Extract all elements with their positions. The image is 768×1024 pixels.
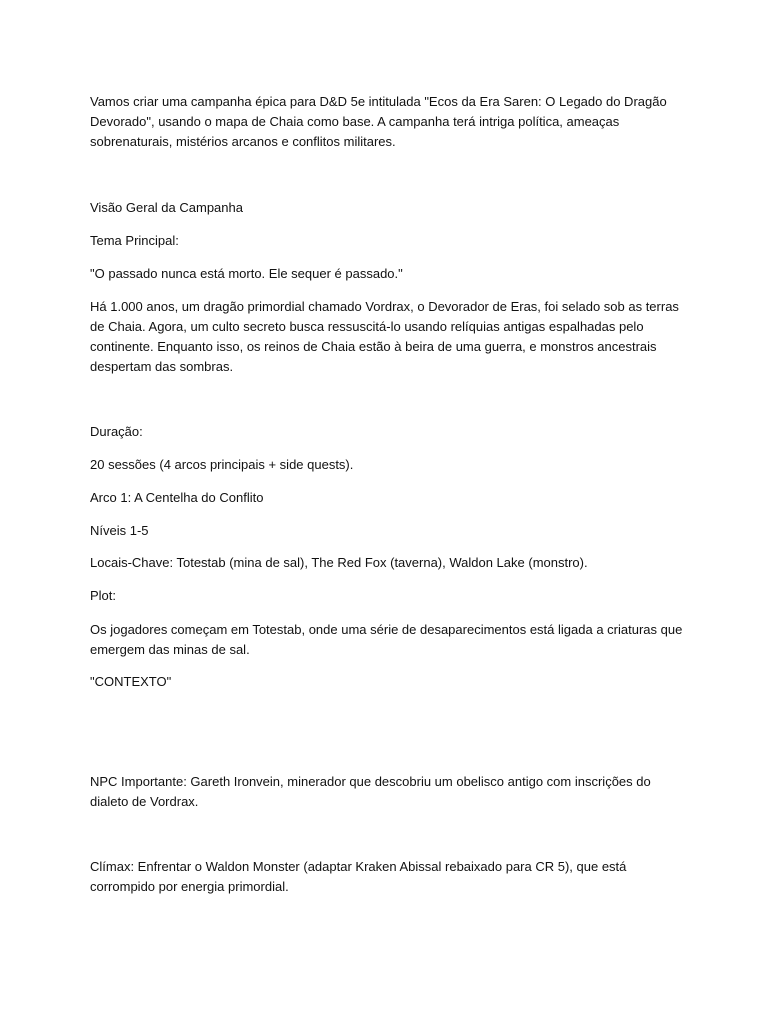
climax-paragraph: Clímax: Enfrentar o Waldon Monster (adaptar Kraken Abissal rebaixado para CR 5), que está corrompido por energia primordial.: [90, 859, 627, 894]
theme-label: Tema Principal:: [90, 233, 179, 248]
plot-paragraph: Os jogadores começam em Totestab, onde uma série de desaparecimentos está ligada a criaturas que emergem das minas de sal.: [90, 622, 683, 657]
arc1-levels: Níveis 1-5: [90, 523, 149, 538]
plot-label: Plot:: [90, 588, 117, 603]
intro-paragraph: Vamos criar uma campanha épica para D&D 5e intitulada "Ecos da Era Saren: O Legado do Dragão Devorado", usando o mapa de Chaia como base. A campanha terá intriga política, ameaças sobrenaturais, mistérios arcanos e conflitos militares.: [90, 94, 667, 149]
context-label: "CONTEXTO": [90, 674, 172, 689]
npc-paragraph: NPC Importante: Gareth Ironvein, minerador que descobriu um obelisco antigo com inscrições do dialeto de Vordrax.: [90, 774, 651, 809]
background-paragraph: Há 1.000 anos, um dragão primordial chamado Vordrax, o Devorador de Eras, foi selado sob as terras de Chaia. Agora, um culto secreto busca ressuscitá-lo usando relíquias antigas espalhadas pelo continente. Enquanto isso, os reinos de Chaia estão à beira de uma guerra, e monstros ancestrais despertam das sombras.: [90, 299, 679, 374]
duration-label: Duração:: [90, 424, 143, 439]
overview-heading: Visão Geral da Campanha: [90, 200, 243, 215]
duration-value: 20 sessões (4 arcos principais + side quests).: [90, 457, 354, 472]
arc1-key-locations: Locais-Chave: Totestab (mina de sal), The Red Fox (taverna), Waldon Lake (monstro).: [90, 555, 588, 570]
arc1-title: Arco 1: A Centelha do Conflito: [90, 490, 264, 505]
theme-quote: "O passado nunca está morto. Ele sequer é passado.": [90, 266, 403, 281]
